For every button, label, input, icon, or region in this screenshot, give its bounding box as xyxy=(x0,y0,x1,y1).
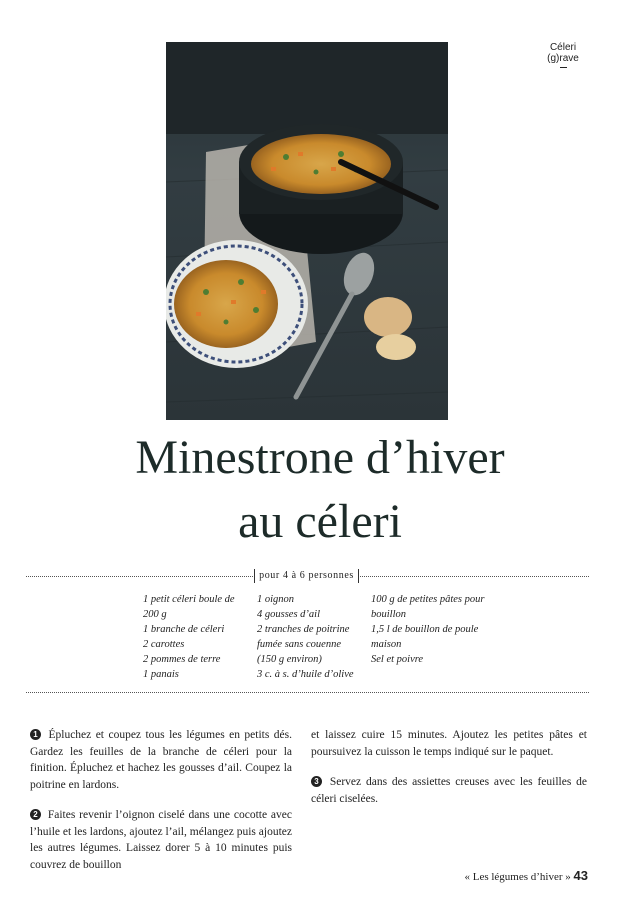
ingredient-item: (150 g environ) xyxy=(257,654,322,665)
step-2 xyxy=(30,807,292,873)
soup-illustration xyxy=(166,42,448,420)
ingredients-column-1 xyxy=(143,592,235,682)
recipe-title-line1: Minestrone d’hiver xyxy=(135,431,505,484)
ingredient-item: 2 pommes de terre xyxy=(143,654,221,665)
ingredient-item: 1 oignon xyxy=(257,594,295,605)
page-footer xyxy=(464,868,588,885)
servings-label: pour 4 à 6 personnes xyxy=(254,569,359,583)
step-number-3: 3 xyxy=(311,776,322,787)
ingredient-item: 1 branche de céleri xyxy=(143,624,225,635)
step-2-text: Faites revenir l’oignon ciselé dans une cocotte avec l’huile et les lardons, ajoutez l’ail, mélangez puis ajoutez les autres légumes. Laissez dorer 5 à 10 minutes puis couvrez de bouillon xyxy=(30,809,292,871)
ingredient-item: 1 panais xyxy=(143,669,179,680)
ingredient-item: maison xyxy=(371,639,402,650)
ingredient-item: 1 petit céleri boule de xyxy=(143,594,235,605)
step-3 xyxy=(311,774,587,807)
ingredient-item: 200 g xyxy=(143,609,167,620)
section-tag-dash xyxy=(560,67,567,68)
section-tag xyxy=(540,42,586,68)
ingredients-column-2 xyxy=(257,592,354,682)
recipe-title-line2: au céleri xyxy=(238,495,402,548)
step-1 xyxy=(30,727,292,793)
ingredients-column-3 xyxy=(371,592,484,667)
section-tag-line2: (g)rave xyxy=(547,53,579,64)
section-tag-line1: Céleri xyxy=(549,42,577,53)
ingredient-item: 4 gousses d’ail xyxy=(257,609,320,620)
page-number: 43 xyxy=(573,868,588,883)
step-3-text: Servez dans des assiettes creuses avec les feuilles de céleri ciselées. xyxy=(311,776,587,805)
step-2-continued: et laissez cuire 15 minutes. Ajoutez les petites pâtes et poursuivez la cuisson le temps indiqué sur le paquet. xyxy=(311,729,587,758)
step-number-2: 2 xyxy=(30,809,41,820)
ingredient-item: 2 carottes xyxy=(143,639,185,650)
ingredient-item: 1,5 l de bouillon de poule xyxy=(371,624,479,635)
footer-section-name: « Les légumes d’hiver » xyxy=(464,871,571,883)
recipe-photo xyxy=(166,42,448,420)
step-1-text: Épluchez et coupez tous les légumes en petits dés. Gardez les feuilles de la branche de céleri pour la finition. Épluchez et hachez les gousses d’ail. Coupez la poitrine en lardons. xyxy=(30,729,293,791)
ingredient-item: Sel et poivre xyxy=(371,654,424,665)
steps-column-left xyxy=(30,727,292,887)
ingredient-item: 2 tranches de poitrine xyxy=(257,624,350,635)
steps-column-right xyxy=(311,727,587,821)
ingredient-item: fumée sans couenne xyxy=(257,639,341,650)
step-number-1: 1 xyxy=(30,729,41,740)
ingredients-bottom-rule xyxy=(26,692,589,693)
ingredient-item: bouillon xyxy=(371,609,407,620)
ingredient-item: 100 g de petites pâtes pour xyxy=(371,594,485,605)
ingredient-item: 3 c. à s. d’huile d’olive xyxy=(257,669,354,680)
